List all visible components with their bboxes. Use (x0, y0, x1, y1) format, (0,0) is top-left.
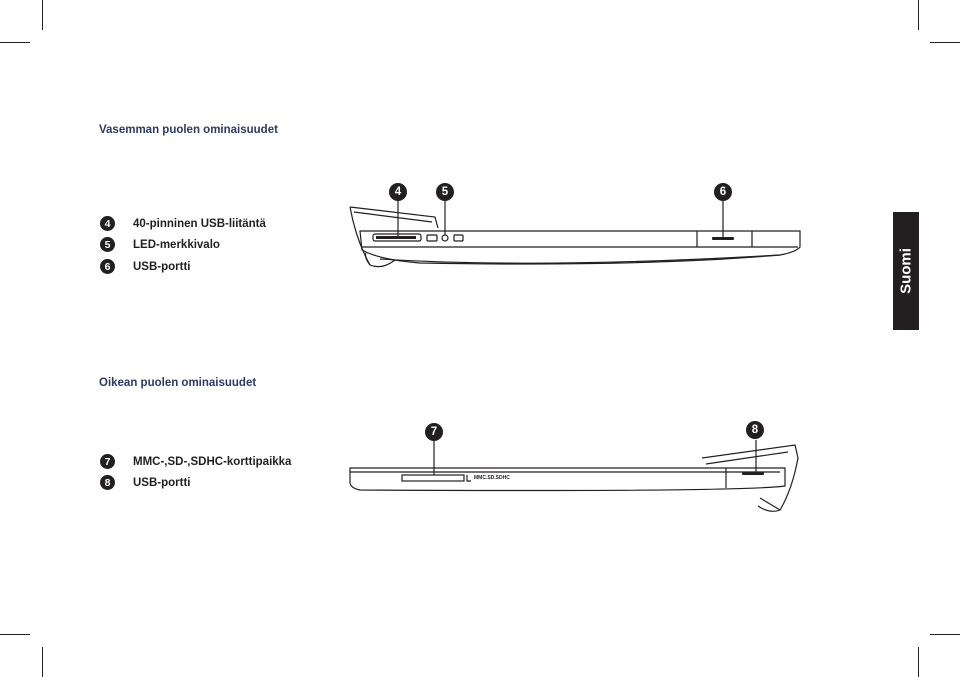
callout-5: 5 (436, 183, 454, 201)
left-side-device-illustration (340, 195, 810, 275)
legend-label: MMC-,SD-,SDHC-korttipaikka (133, 455, 292, 468)
legend-label: LED-merkkivalo (133, 238, 220, 251)
legend-number: 4 (100, 216, 115, 231)
right-side-device-illustration (340, 430, 810, 520)
language-tab-label: Suomi (897, 248, 915, 294)
legend-number: 6 (100, 259, 115, 274)
crop-mark (918, 647, 919, 677)
right-section-title: Oikean puolen ominaisuudet (99, 377, 257, 389)
crop-mark (0, 634, 30, 635)
callout-4: 4 (389, 183, 407, 201)
crop-mark (0, 42, 30, 43)
legend-item-5 (100, 237, 220, 252)
legend-label: 40-pinninen USB-liitäntä (133, 217, 266, 230)
legend-label: USB-portti (133, 260, 191, 273)
callout-6: 6 (714, 183, 732, 201)
legend-number: 7 (100, 454, 115, 469)
crop-mark (930, 42, 960, 43)
left-section-title: Vasemman puolen ominaisuudet (99, 124, 278, 136)
legend-item-8 (100, 475, 191, 490)
card-slot-text: MMC.SD.SDHC (474, 475, 510, 481)
legend-item-7 (100, 454, 291, 469)
legend-label: USB-portti (133, 476, 191, 489)
callout-8: 8 (746, 421, 764, 439)
callout-7: 7 (425, 423, 443, 441)
legend-item-6 (100, 259, 191, 274)
legend-number: 5 (100, 237, 115, 252)
legend-number: 8 (100, 475, 115, 490)
crop-mark (42, 0, 43, 30)
crop-mark (918, 0, 919, 30)
crop-mark (930, 634, 960, 635)
legend-item-4 (100, 216, 266, 231)
language-tab (893, 212, 919, 330)
crop-mark (42, 647, 43, 677)
